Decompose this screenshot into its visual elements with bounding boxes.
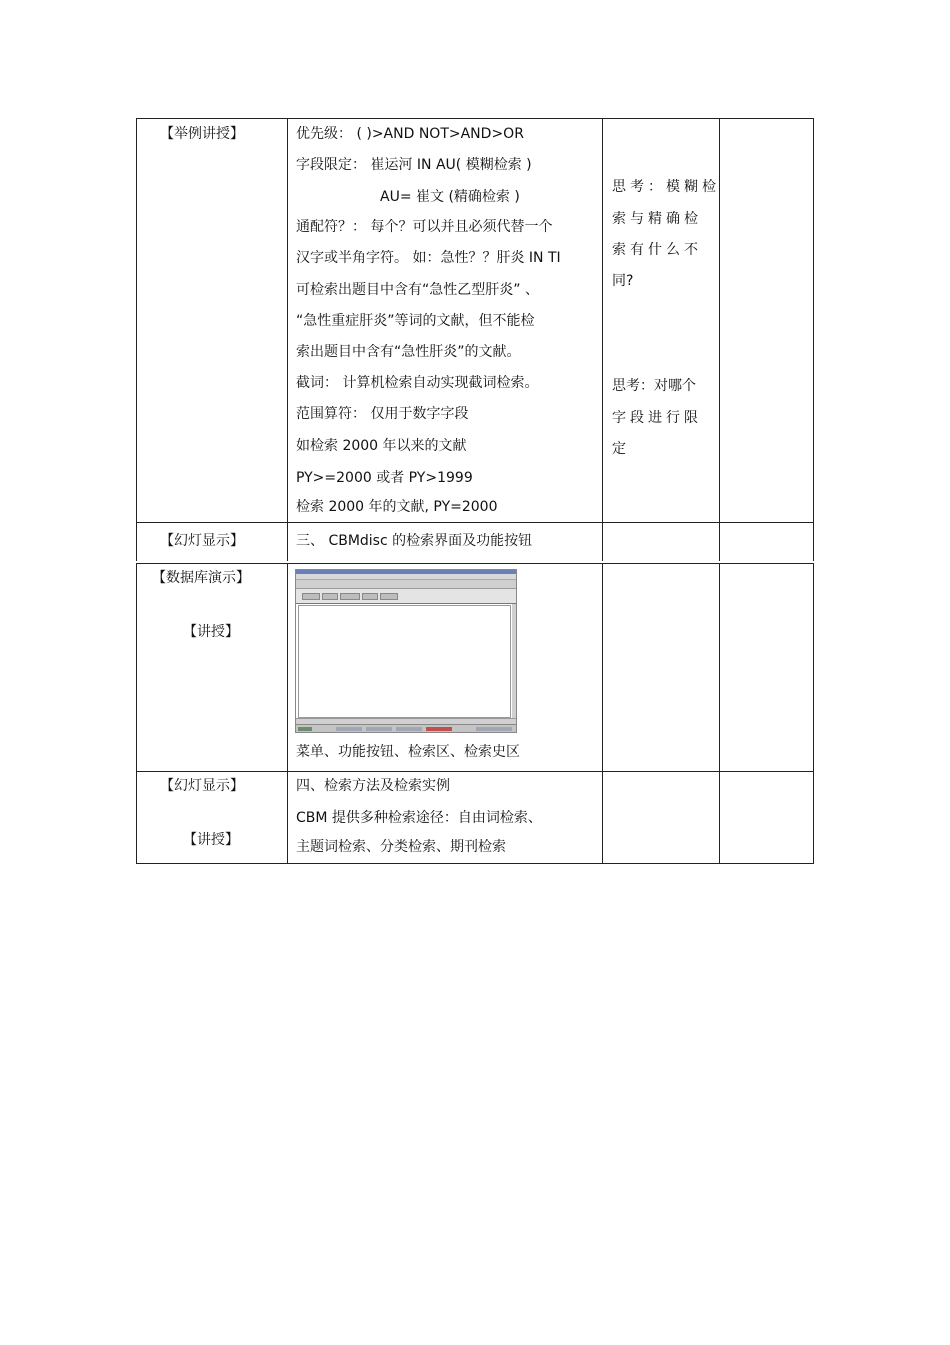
content-line: 截词： 计算机检索自动实现截词检索。 (296, 375, 539, 391)
content-line: “急性重症肝炎”等词的文献，但不能检 (296, 313, 535, 329)
cbmdisc-screenshot (295, 569, 517, 733)
content-line: 字段限定： 崔运河 IN AU( 模糊检索 ) (296, 157, 532, 173)
note-line: 索有什么不 (612, 242, 702, 258)
content-cell (288, 564, 603, 771)
empty-cell (720, 564, 813, 771)
content-line: PY>=2000 或者 PY>1999 (296, 470, 473, 486)
label-cell (137, 772, 288, 863)
content-cell (288, 523, 603, 561)
content-line: 可检索出题目中含有“急性乙型肝炎” 、 (296, 282, 539, 298)
row-sublabel: 【讲授】 (183, 832, 239, 848)
note-line: 思考：对哪个 (612, 378, 696, 394)
lesson-table (136, 118, 814, 864)
content-line: 三、 CBMdisc 的检索界面及功能按钮 (296, 533, 533, 549)
empty-cell (720, 119, 813, 522)
content-line: 检索 2000 年的文献, PY=2000 (296, 499, 498, 515)
label-cell (137, 564, 288, 771)
note-line: 字段进行限 (612, 410, 702, 426)
row-label: 【数据库演示】 (152, 570, 250, 586)
empty-cell (603, 772, 720, 863)
content-line: 范围算符： 仅用于数字字段 (296, 406, 469, 422)
content-line: 汉字或半角字符。 如：急性？？肝炎 IN TI (296, 250, 561, 266)
note-line: 索与精确检 (612, 211, 702, 227)
row-sublabel: 【讲授】 (183, 624, 239, 640)
empty-cell (603, 564, 720, 771)
row-label: 【幻灯显示】 (160, 778, 244, 794)
content-line: 索出题目中含有“急性肝炎”的文献。 (296, 344, 521, 360)
content-line: CBM 提供多种检索途径：自由词检索、 (296, 810, 542, 826)
table-row (136, 771, 814, 864)
empty-cell (720, 772, 813, 863)
empty-cell (720, 523, 813, 561)
content-line: 主题词检索、分类检索、期刊检索 (296, 839, 506, 855)
note-line: 同? (612, 273, 634, 289)
content-cell (288, 772, 603, 863)
note-line: 定 (612, 441, 626, 457)
content-line: 优先级： ( )>AND NOT>AND>OR (296, 126, 524, 142)
row-label: 【举例讲授】 (160, 126, 244, 142)
content-line: 如检索 2000 年以来的文献 (296, 438, 467, 454)
table-row (136, 522, 814, 561)
notes-cell (603, 119, 720, 522)
label-cell (137, 119, 288, 522)
content-cell (288, 119, 603, 522)
row-label: 【幻灯显示】 (160, 533, 244, 549)
content-line: 四、检索方法及检索实例 (296, 778, 450, 794)
table-row (136, 118, 814, 522)
note-line: 思考：模糊检 (612, 179, 720, 195)
label-cell (137, 523, 288, 561)
table-row (136, 563, 814, 771)
content-line: 菜单、功能按钮、检索区、检索史区 (296, 744, 520, 760)
content-line: AU= 崔文 (精确检索 ) (380, 189, 520, 205)
content-line: 通配符？： 每个？可以并且必须代替一个 (296, 219, 553, 235)
empty-cell (603, 523, 720, 561)
